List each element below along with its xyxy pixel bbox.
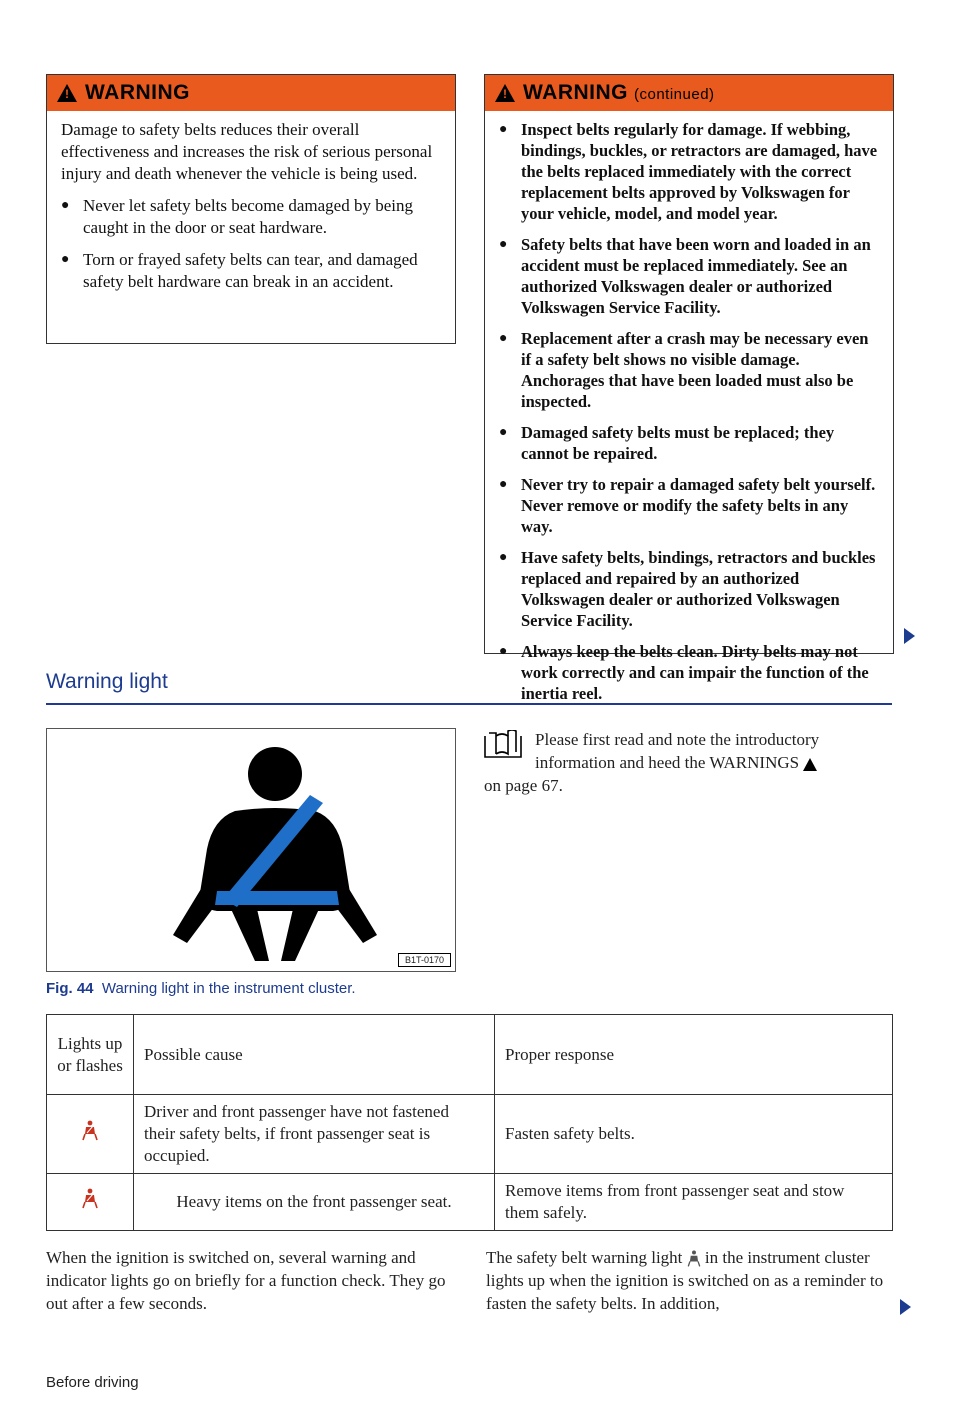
warning-triangle-icon [495,84,515,102]
warning-triangle-icon [57,84,77,102]
table-cell [47,1095,134,1174]
table-header-row [47,1015,893,1095]
intro-note-page-ref: on page 67. [484,776,563,795]
table-row [47,1174,893,1231]
warning-bullet: ● Torn or frayed safety belts can tear, and damaged safety belt hardware can break in an accident. [61,250,418,291]
warning-bullet: ● Inspect belts regularly for damage. If webbing, bindings, buckles, or retractors are damaged, have the belts replaced immediately with the correct replacement belts approved by Volkswagen for your vehicle, model, and model year. [499,120,878,223]
warning-header [485,75,893,111]
seatbelt-light-icon [82,1120,98,1142]
warning-header [47,75,455,111]
warning-bullet: ● Replacement after a crash may be necessary even if a safety belt shows no visible damage. Anchorages that have been loaded must also be inspected. [499,329,869,411]
warning-bullet: ● Safety belts that have been worn and loaded in an accident must be replaced immediately. See an authorized Volkswagen dealer or authorized Volkswagen Service Facility. [499,235,871,317]
continue-arrow-icon [904,628,915,644]
intro-note [535,728,895,774]
warning-bullet: ● Have safety belts, bindings, retractors and buckles replaced and repaired by an authorized Volkswagen dealer or authorized Volkswagen Service Facility. [499,548,876,630]
footer-section-name: Before driving [46,1374,139,1391]
figure-caption [46,980,356,997]
warning-bullet: ● Damaged safety belts must be replaced; they cannot be repaired. [499,423,835,463]
book-icon [484,730,522,758]
figure-warning-light [46,728,456,972]
table-header-cell: Lights up or flashes [47,1015,134,1095]
table-header-cell: Proper response [495,1015,893,1095]
seatbelt-warning-icon [47,729,455,971]
response-table [46,1014,893,1231]
table-cell [47,1174,134,1231]
table-cell: Fasten safety belts. [495,1095,893,1174]
warning-title: WARNING [523,81,628,104]
warning-continued: (continued) [634,86,715,103]
seatbelt-light-icon [687,1250,701,1268]
seatbelt-light-icon [82,1188,98,1210]
intro-note-line1: Please first read and note the introductory [535,730,820,749]
figure-caption-text: Warning light in the instrument cluster. [101,980,356,997]
warning-box-left [46,74,456,344]
warning-title: WARNING [85,81,190,104]
continue-arrow-icon [900,1299,911,1315]
table-header-cell: Possible cause [134,1015,495,1095]
intro-note-line2: information and heed the WARNINGS [535,751,895,774]
table-cell: Driver and front passenger have not fastened their safety belts, if front passenger seat is occupied. [134,1095,495,1174]
warning-intro: Damage to safety belts reduces their overall effectiveness and increases the risk of serious personal injury and death whenever the vehicle is being used. [61,120,433,183]
table-cell: Heavy items on the front passenger seat. [134,1174,495,1231]
figure-number: Fig. 44 [46,980,94,997]
section-rule [46,703,892,705]
warning-bullet: ● Always keep the belts clean. Dirty belts may not work correctly and can impair the function of the inertia reel. [499,642,869,703]
table-row [47,1095,893,1174]
table-cell: Remove items from front passenger seat and stow them safely. [495,1174,893,1231]
section-title: Warning light [46,670,168,693]
warning-bullet: ● Never let safety belts become damaged by being caught in the door or seat hardware. [61,196,413,237]
warning-bullet: ● Never try to repair a damaged safety belt yourself. Never remove or modify the safety belts in any way. [499,475,876,536]
figure-code: B1T-0170 [398,953,451,967]
warning-triangle-icon [803,758,817,771]
warning-box-right [484,74,894,703]
paragraph-right: The safety belt warning light in the instrument cluster lights up when the ignition is switched on as a reminder to fasten the safety belts. In addition, [486,1248,884,1313]
paragraph-left: When the ignition is switched on, several warning and indicator lights go on briefly for a function check. They go out after a few seconds. [46,1248,446,1313]
